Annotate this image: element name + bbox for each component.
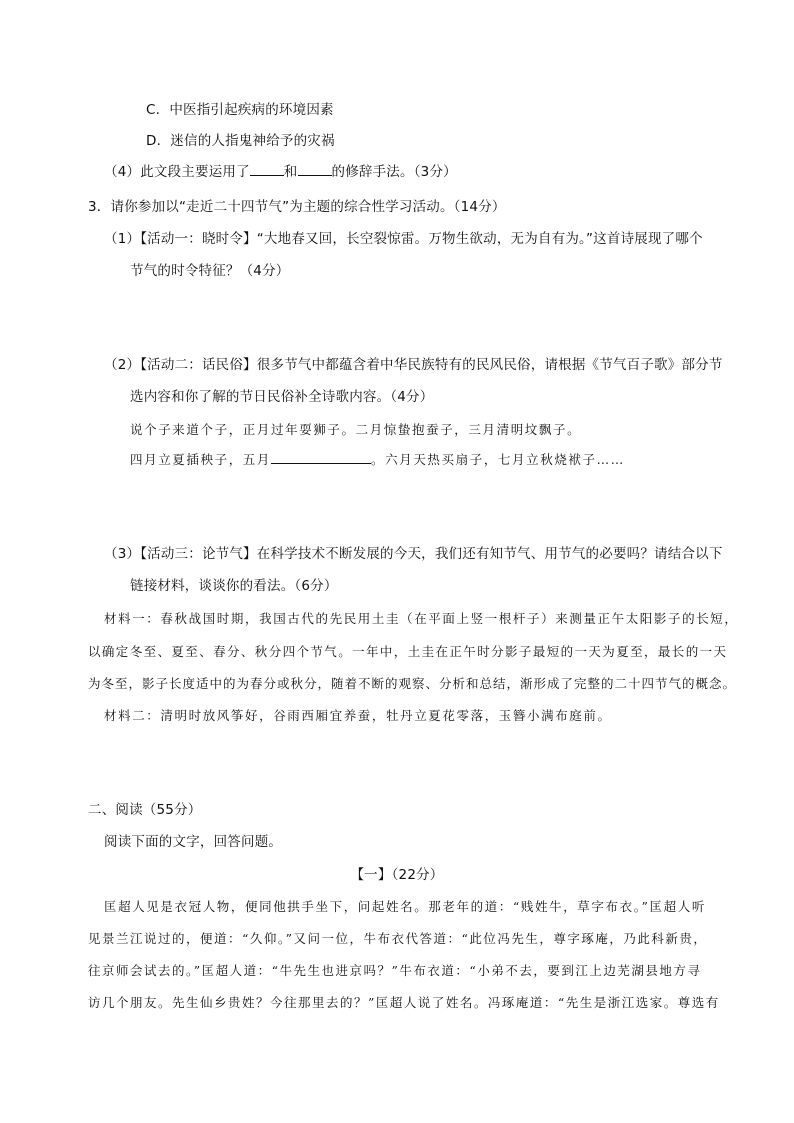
poem-line-2-end: 。六月天热买扇子，七月立秋烧袱子…… <box>371 452 625 467</box>
passage-line-1: 匡超人见是衣冠人物，便同他拱手坐下，问起姓名。那老年的道：“贱姓牛，草字布衣。”匡超人听 <box>104 899 706 914</box>
passage-line-2: 见景兰江说过的，便道：“久仰。”又问一位，牛布衣代答道：“此位冯先生，尊字琢庵，乃此科新贵， <box>88 931 708 946</box>
option-c: C．中医指引起疾病的环境因素 <box>146 102 334 118</box>
material-1-line-1: 材料一：春秋战国时期，我国古代的先民用土圭（在平面上竖一根杆子）来测量正午太阳影子的长短， <box>104 611 739 626</box>
poem-line-2 <box>130 451 625 469</box>
poem-answer-blank[interactable] <box>271 451 371 464</box>
answer-blank[interactable] <box>250 163 284 176</box>
question-4-end: 的修辞手法。（3分） <box>331 164 457 180</box>
activity-3-line-2: 链接材料，谈谈你的看法。（6分） <box>130 578 338 594</box>
activity-1-line-2: 节气的时令特征？（4分） <box>130 263 290 279</box>
activity-3-line-1: （3）【活动三：论节气】在科学技术不断发展的今天，我们还有知节气、用节气的必要吗？请结合以下 <box>104 546 723 562</box>
poem-line-2-start: 四月立夏插秧子，五月 <box>130 452 272 467</box>
question-4 <box>104 163 457 181</box>
part-1-title: 【一】（22分） <box>350 867 444 883</box>
question-4-and: 和 <box>283 164 298 180</box>
question-3-title: 3．请你参加以“走近二十四节气”为主题的综合性学习活动。（14分） <box>88 199 506 215</box>
option-d: D．迷信的人指鬼神给予的灾祸 <box>146 133 335 149</box>
question-4-text: （4）此文段主要运用了 <box>104 164 250 180</box>
material-1-line-3: 为冬至，影子长度适中的为春分或秋分，随着不断的观察、分析和总结，渐形成了完整的二十四节气的概念。 <box>88 676 737 691</box>
passage-line-3: 往京师会试去的。”匡超人道：“牛先生也进京吗？”牛布衣道：“小弟不去，要到江上边芜湖县地方寻 <box>88 963 702 978</box>
poem-line-1: 说个子来道个子，正月过年耍狮子。二月惊蛰抱蚕子，三月清明坟飘子。 <box>130 422 582 437</box>
activity-2-line-1: （2）【活动二：话民俗】很多节气中都蕴含着中华民族特有的民风民俗，请根据《节气百子歌》部分节 <box>104 357 723 373</box>
section-2-title: 二、阅读（55分） <box>88 802 202 818</box>
reading-instruction: 阅读下面的文字，回答问题。 <box>104 834 283 850</box>
material-1-line-2: 以确定冬至、夏至、春分、秋分四个节气。一年中，土圭在正午时分影子最短的一天为夏至，最长的一天 <box>88 644 728 659</box>
activity-1-line-1: （1）【活动一：晓时令】“大地春又回，长空裂惊雷。万物生欲动，无为自有为。”这首诗展现了哪个 <box>104 231 703 247</box>
activity-2-line-2: 选内容和你了解的节日民俗补全诗歌内容。（4分） <box>130 389 434 405</box>
passage-line-4: 访几个朋友。先生仙乡贵姓？今往那里去的？”匡超人说了姓名。冯琢庵道：“先生是浙江选家。尊选有 <box>88 995 720 1010</box>
answer-blank[interactable] <box>298 163 332 176</box>
material-2: 材料二：清明时放风筝好，谷雨西厢宜养蚕，牡丹立夏花零落，玉簪小满布庭前。 <box>104 708 612 723</box>
